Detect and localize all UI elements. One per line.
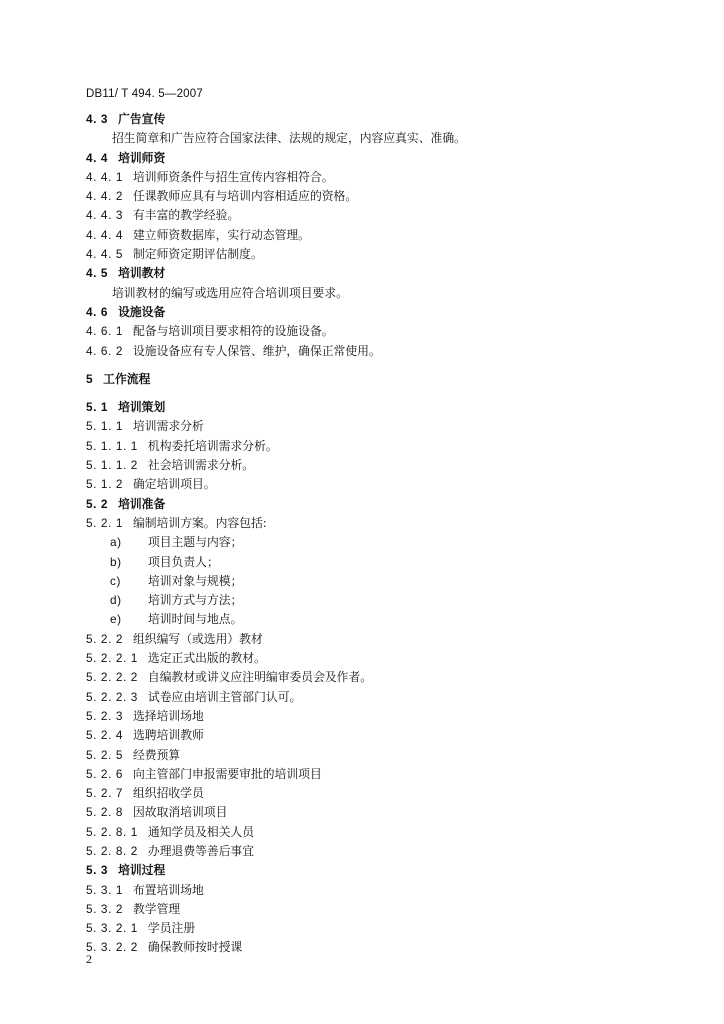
clause-text: 工作流程 [103, 371, 151, 386]
clause-number: 5. 2. 2. 2 [86, 670, 138, 685]
clause-line [86, 475, 646, 494]
clause-text: 设施设备应有专人保管、维护，确保正常使用。 [133, 343, 381, 358]
clause-line [86, 630, 646, 649]
clause-text: 培训教材 [118, 266, 166, 281]
clause-text: 布置培训场地 [133, 882, 204, 897]
clause-number: 4. 4. 3 [86, 208, 123, 223]
clause-text: 培训方式与方法； [148, 593, 243, 608]
clause-line [86, 226, 646, 245]
clause-text: 制定师资定期评估制度。 [133, 247, 263, 262]
clause-number: 5. 3. 2. 1 [86, 921, 138, 936]
section-heading [86, 110, 646, 129]
clause-number: 5. 2 [86, 496, 109, 511]
clause-text: 选择培训场地 [133, 708, 204, 723]
clause-number: 5. 2. 8 [86, 805, 123, 820]
document-body [86, 110, 646, 958]
clause-line [86, 649, 646, 668]
section-heading [86, 398, 646, 417]
clause-number: e) [110, 612, 122, 627]
section-heading [86, 303, 646, 322]
clause-line [86, 726, 646, 745]
clause-number: 5. 2. 2 [86, 631, 123, 646]
clause-line [86, 746, 646, 765]
clause-text: 设施设备 [118, 304, 166, 319]
clause-line [86, 456, 646, 475]
clause-text: 选聘培训教师 [133, 728, 204, 743]
clause-number: 5. 2. 1 [86, 515, 123, 530]
clause-text: 培训时间与地点。 [148, 612, 243, 627]
clause-text: 有丰富的教学经验。 [133, 208, 240, 223]
clause-line [86, 245, 646, 264]
clause-number: 5. 1. 1. 2 [86, 458, 138, 473]
clause-line [86, 417, 646, 436]
clause-line [86, 187, 646, 206]
clause-text: 组织招收学员 [133, 786, 204, 801]
clause-number: 4. 4. 2 [86, 189, 123, 204]
clause-text: 因故取消培训项目 [133, 805, 228, 820]
clause-text: 培训准备 [118, 496, 166, 511]
clause-line [86, 919, 646, 938]
clause-line [86, 514, 646, 533]
section-heading [86, 264, 646, 283]
list-item [86, 610, 646, 629]
clause-text: 广告宣传 [118, 112, 166, 126]
clause-number: 5. 2. 5 [86, 747, 123, 762]
section-heading [86, 149, 646, 168]
clause-number: b) [110, 554, 122, 569]
clause-line [86, 881, 646, 900]
clause-number: 4. 6 [86, 304, 109, 319]
clause-line [86, 129, 646, 148]
clause-line [86, 668, 646, 687]
clause-text: 培训对象与规模； [148, 573, 243, 588]
clause-number: 4. 6. 2 [86, 343, 123, 358]
clause-line [86, 284, 646, 303]
clause-line [86, 322, 646, 341]
clause-number: 5. 2. 8. 1 [86, 824, 138, 839]
clause-text: 培训教材的编写或选用应符合培训项目要求。 [112, 285, 348, 300]
clause-number: 5. 1. 2 [86, 477, 123, 492]
clause-number: d) [110, 593, 122, 608]
section-heading [86, 495, 646, 514]
clause-text: 培训师资 [118, 150, 166, 165]
clause-number: 5. 1. 1 [86, 419, 123, 434]
section-heading [86, 370, 646, 389]
clause-line [86, 206, 646, 225]
clause-number: 5. 1. 1. 1 [86, 438, 138, 453]
clause-text: 确保教师按时授课 [147, 940, 243, 955]
clause-line [86, 784, 646, 803]
clause-number: 4. 4 [86, 150, 109, 165]
clause-line [86, 823, 646, 842]
clause-text: 培训师资条件与招生宣传内容相符合。 [133, 169, 334, 184]
clause-line [86, 803, 646, 822]
clause-text: 确定培训项目。 [133, 477, 216, 492]
clause-line [86, 168, 646, 187]
clause-text: 自编教材或讲义应注明编审委员会及作者。 [147, 670, 373, 685]
clause-text: 配备与培训项目要求相符的设施设备。 [133, 324, 334, 339]
clause-number: 5. 3. 1 [86, 882, 123, 897]
clause-line [86, 342, 646, 361]
clause-text: 办理退费等善后事宜 [147, 843, 255, 858]
clause-text: 培训需求分析 [133, 419, 204, 434]
clause-text: 机构委托培训需求分析。 [147, 438, 278, 453]
clause-number: 4. 6. 1 [86, 324, 123, 339]
clause-number: 5. 2. 2. 3 [86, 689, 138, 704]
clause-text: 建立师资数据库，实行动态管理。 [133, 227, 310, 242]
clause-text: 培训过程 [118, 863, 166, 878]
clause-text: 培训策划 [118, 400, 166, 415]
clause-text: 选定正式出版的教材。 [147, 651, 266, 666]
clause-number: 5. 3 [86, 863, 109, 878]
clause-text: 通知学员及相关人员 [147, 824, 255, 839]
clause-text: 项目主题与内容； [148, 535, 243, 550]
clause-number: 5. 3. 2 [86, 901, 123, 916]
clause-line [86, 707, 646, 726]
clause-number: 4. 4. 1 [86, 169, 123, 184]
clause-number: 4. 4. 5 [86, 247, 123, 262]
clause-text: 社会培训需求分析。 [147, 458, 255, 473]
clause-line [86, 437, 646, 456]
list-item [86, 591, 646, 610]
clause-number: 5. 3. 2. 2 [86, 940, 138, 955]
clause-number: 5. 1 [86, 400, 109, 415]
clause-line [86, 900, 646, 919]
clause-number: 5. 2. 7 [86, 786, 123, 801]
clause-text: 组织编写（或选用）教材 [133, 631, 263, 646]
clause-text: 项目负责人； [148, 554, 219, 569]
section-heading [86, 861, 646, 880]
clause-number: 5 [86, 371, 94, 386]
clause-number: 4. 5 [86, 266, 109, 281]
clause-number: 4. 3 [86, 112, 109, 126]
clause-text: 编制培训方案。内容包括: [133, 515, 267, 530]
clause-number: 5. 2. 3 [86, 708, 123, 723]
clause-text: 招生简章和广告应符合国家法律、法规的规定，内容应真实、准确。 [112, 131, 466, 146]
clause-line [86, 765, 646, 784]
clause-text: 学员注册 [147, 921, 196, 936]
clause-number: 4. 4. 4 [86, 227, 123, 242]
clause-line [86, 688, 646, 707]
clause-number: 5. 2. 6 [86, 766, 123, 781]
clause-text: 向主管部门申报需要审批的培训项目 [133, 766, 322, 781]
clause-number: 5. 2. 4 [86, 728, 123, 743]
clause-text: 任课教师应具有与培训内容相适应的资格。 [133, 189, 358, 204]
clause-text: 教学管理 [133, 901, 181, 916]
document-code-header: DB11/ T 494. 5—2007 [86, 88, 203, 100]
page-number: 2 [86, 952, 92, 966]
clause-number: a) [110, 535, 122, 550]
list-item [86, 533, 646, 552]
clause-number: 5. 2. 8. 2 [86, 843, 138, 858]
list-item [86, 572, 646, 591]
clause-number: 5. 2. 2. 1 [86, 651, 138, 666]
list-item [86, 553, 646, 572]
clause-line [86, 938, 646, 957]
clause-text: 经费预算 [133, 747, 181, 762]
clause-number: c) [110, 573, 122, 588]
clause-text: 试卷应由培训主管部门认可。 [147, 689, 302, 704]
clause-line [86, 842, 646, 861]
